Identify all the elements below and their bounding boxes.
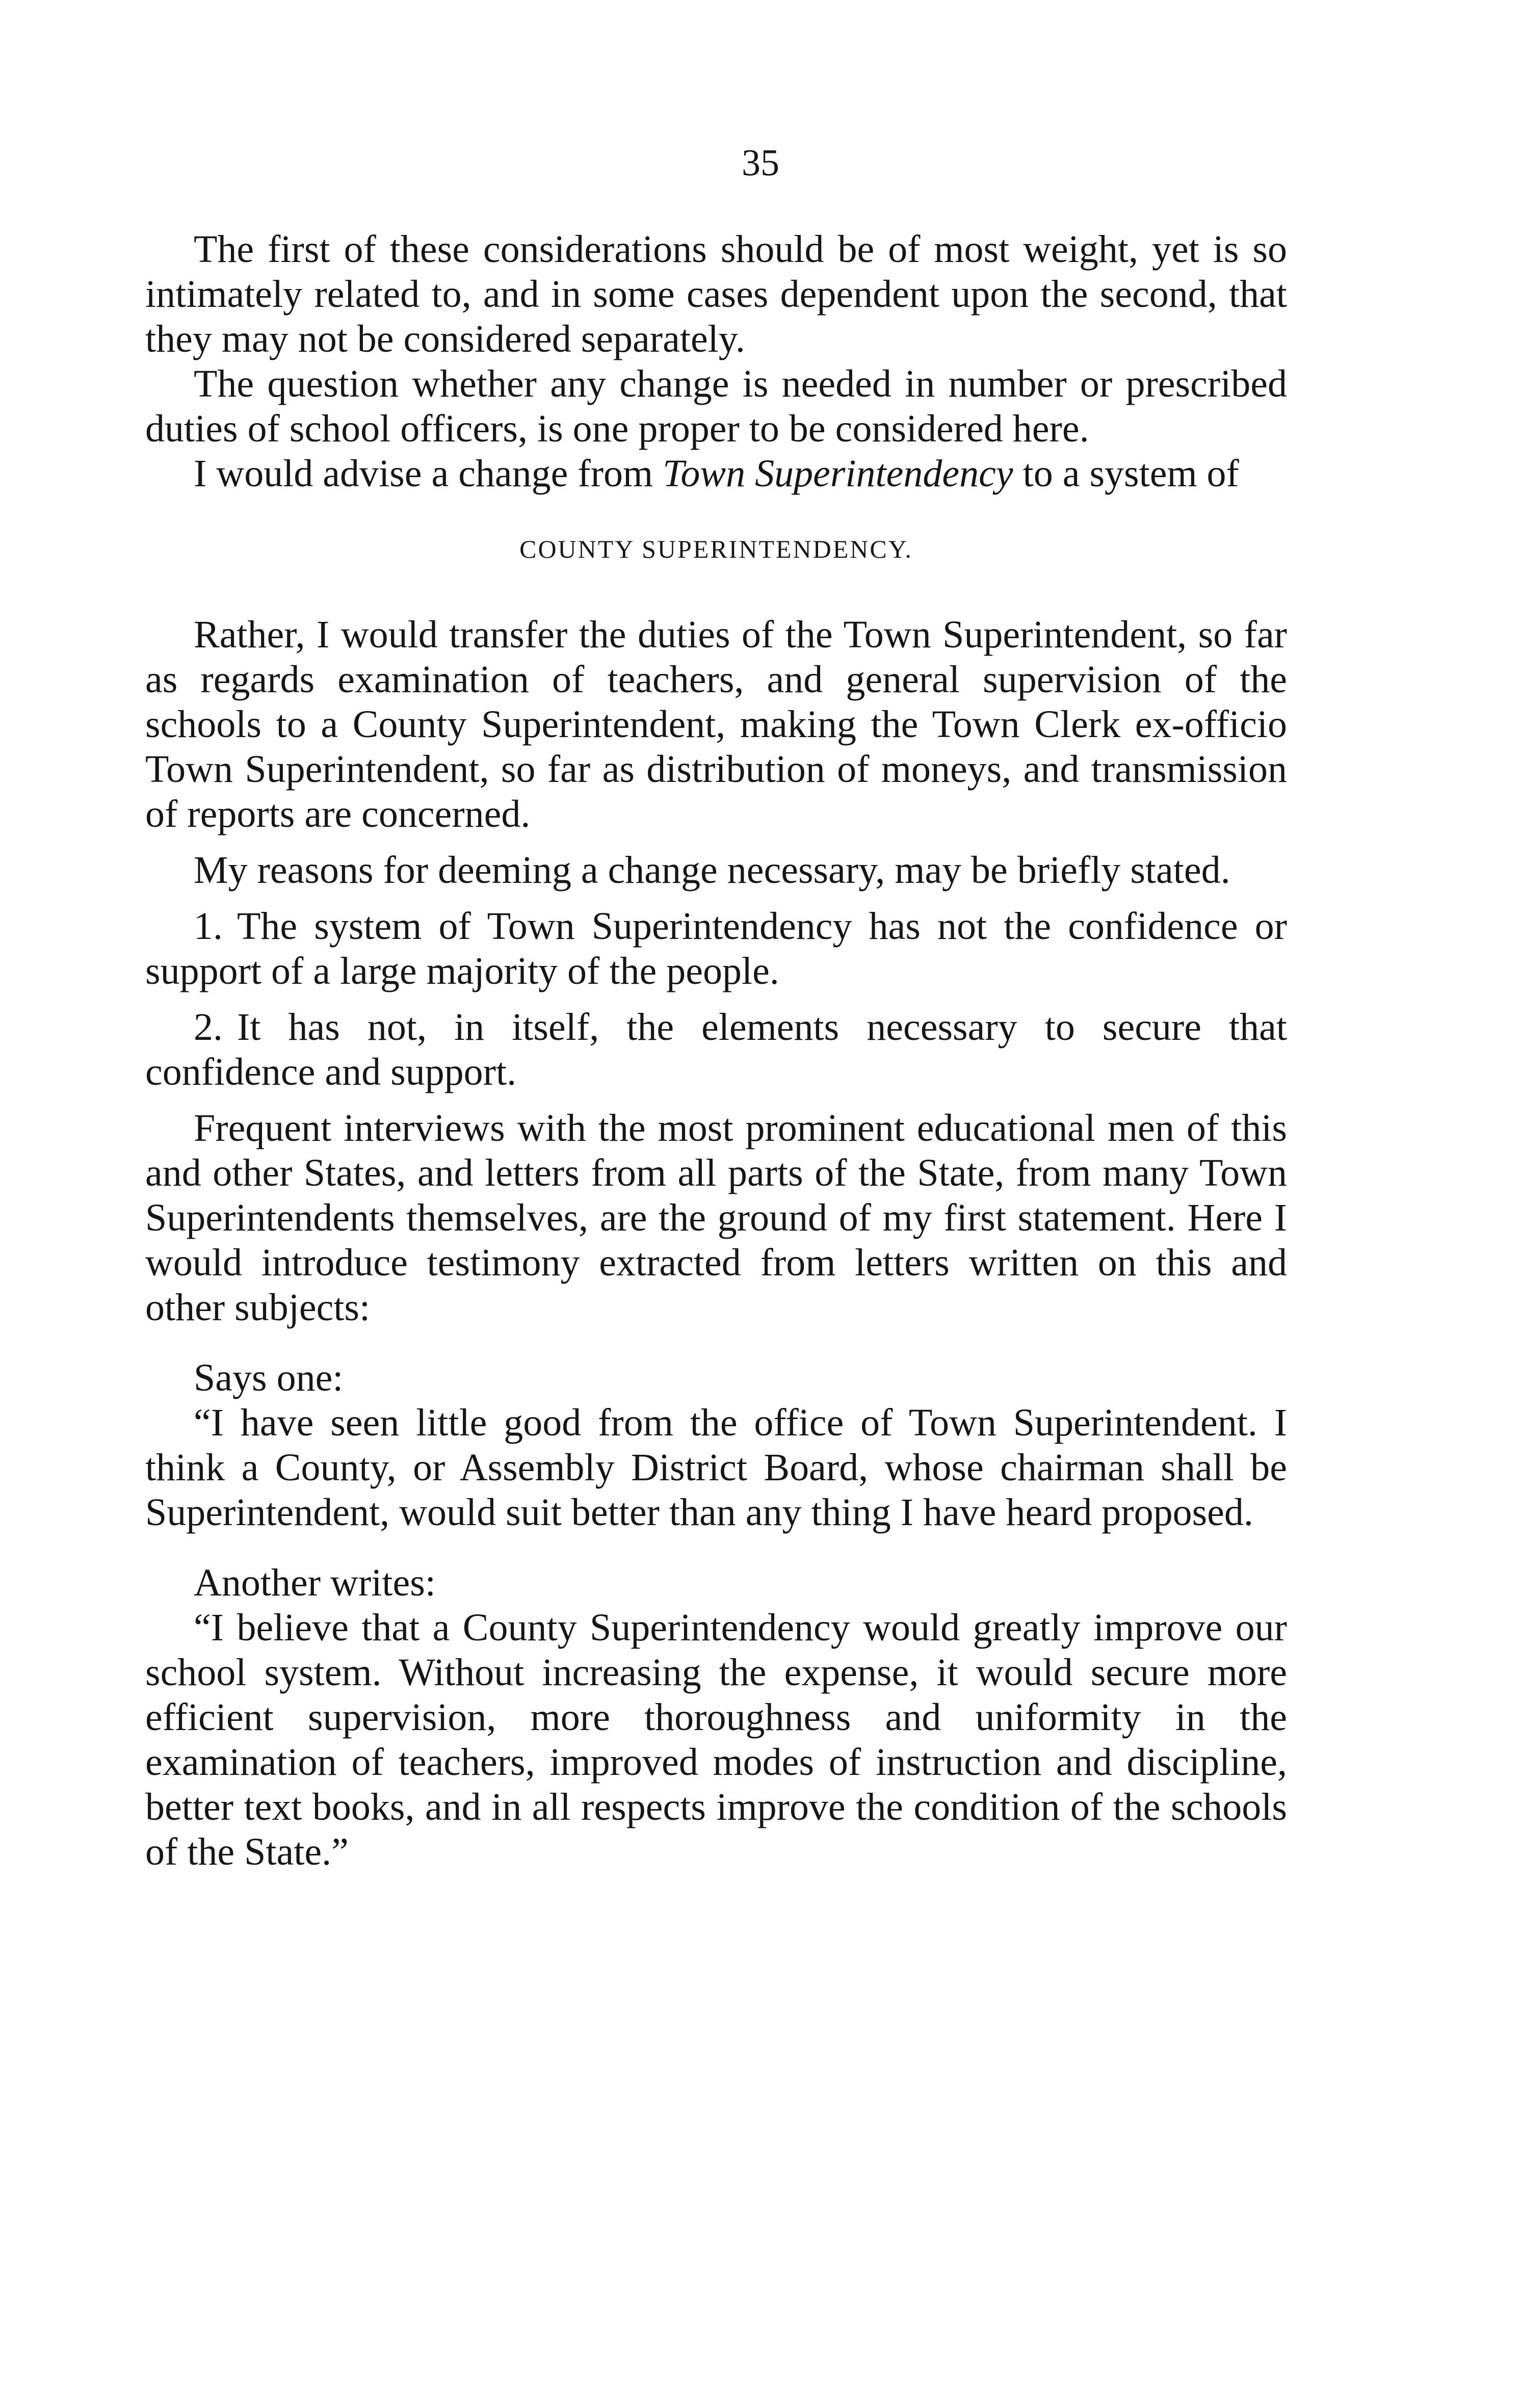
quote-second: “I believe that a County Superintendency would greatly improve our school system. Without increasing the expense, it would secure more efficient supervision, more thoroughness and uniformity in the examination of teachers, improved modes of instruction and discipline, better text books, and in all respects improve the condition of the schools of the State.” — [145, 1606, 1287, 1873]
point-two-number: 2. — [194, 1006, 223, 1049]
advise-emphasis: Town Superintendency — [663, 452, 1013, 495]
advise-text-end: to a system of — [1013, 452, 1239, 495]
paragraph-considerations: The first of these considerations should be of most weight, yet is so intimately related to, and in some cases dependent upon the second, that they may not be considered separately. — [145, 228, 1287, 360]
page-number: 35 — [742, 142, 779, 184]
intro-another-writes: Another writes: — [194, 1561, 436, 1604]
paragraph-point-one — [145, 904, 1287, 993]
quote-first: “I have seen little good from the office of Town Superintendent. I think a County, or Assembly District Board, whose chairman shall be Superintendent, would suit better than any thing I have heard proposed. — [145, 1401, 1287, 1534]
paragraph-interviews: Frequent interviews with the most prominent educational men of this and other States, and letters from all parts of the State, from many Town Superintendents themselves, are the ground of my first statement. Here I would introduce testimony extracted from letters written on this and other subjects: — [145, 1107, 1287, 1329]
point-one-text: The system of Town Superintendency has not the confidence or support of a large majority of the people. — [145, 905, 1287, 992]
paragraph-point-two — [145, 1005, 1287, 1094]
section-heading: COUNTY SUPERINTENDENCY. — [519, 535, 913, 563]
point-one-number: 1. — [194, 905, 223, 948]
point-two-text: It has not, in itself, the elements necessary to secure that confidence and support. — [145, 1006, 1287, 1093]
paragraph-advise — [145, 451, 1287, 496]
paragraph-transfer: Rather, I would transfer the duties of the Town Superintendent, so far as regards examination of teachers, and general supervision of the schools to a County Superintendent, making the Town Clerk ex-officio Town Superintendent, so far as distribution of moneys, and transmission of reports are concerned. — [145, 613, 1287, 835]
body-text — [145, 227, 1287, 1874]
advise-text-start: I would advise a change from — [194, 452, 663, 495]
paragraph-question: The question whether any change is needed in number or prescribed duties of school officers, is one proper to be considered here. — [145, 362, 1287, 450]
paragraph-reasons: My reasons for deeming a change necessary, may be briefly stated. — [194, 849, 1230, 892]
intro-says-one: Says one: — [194, 1356, 344, 1399]
